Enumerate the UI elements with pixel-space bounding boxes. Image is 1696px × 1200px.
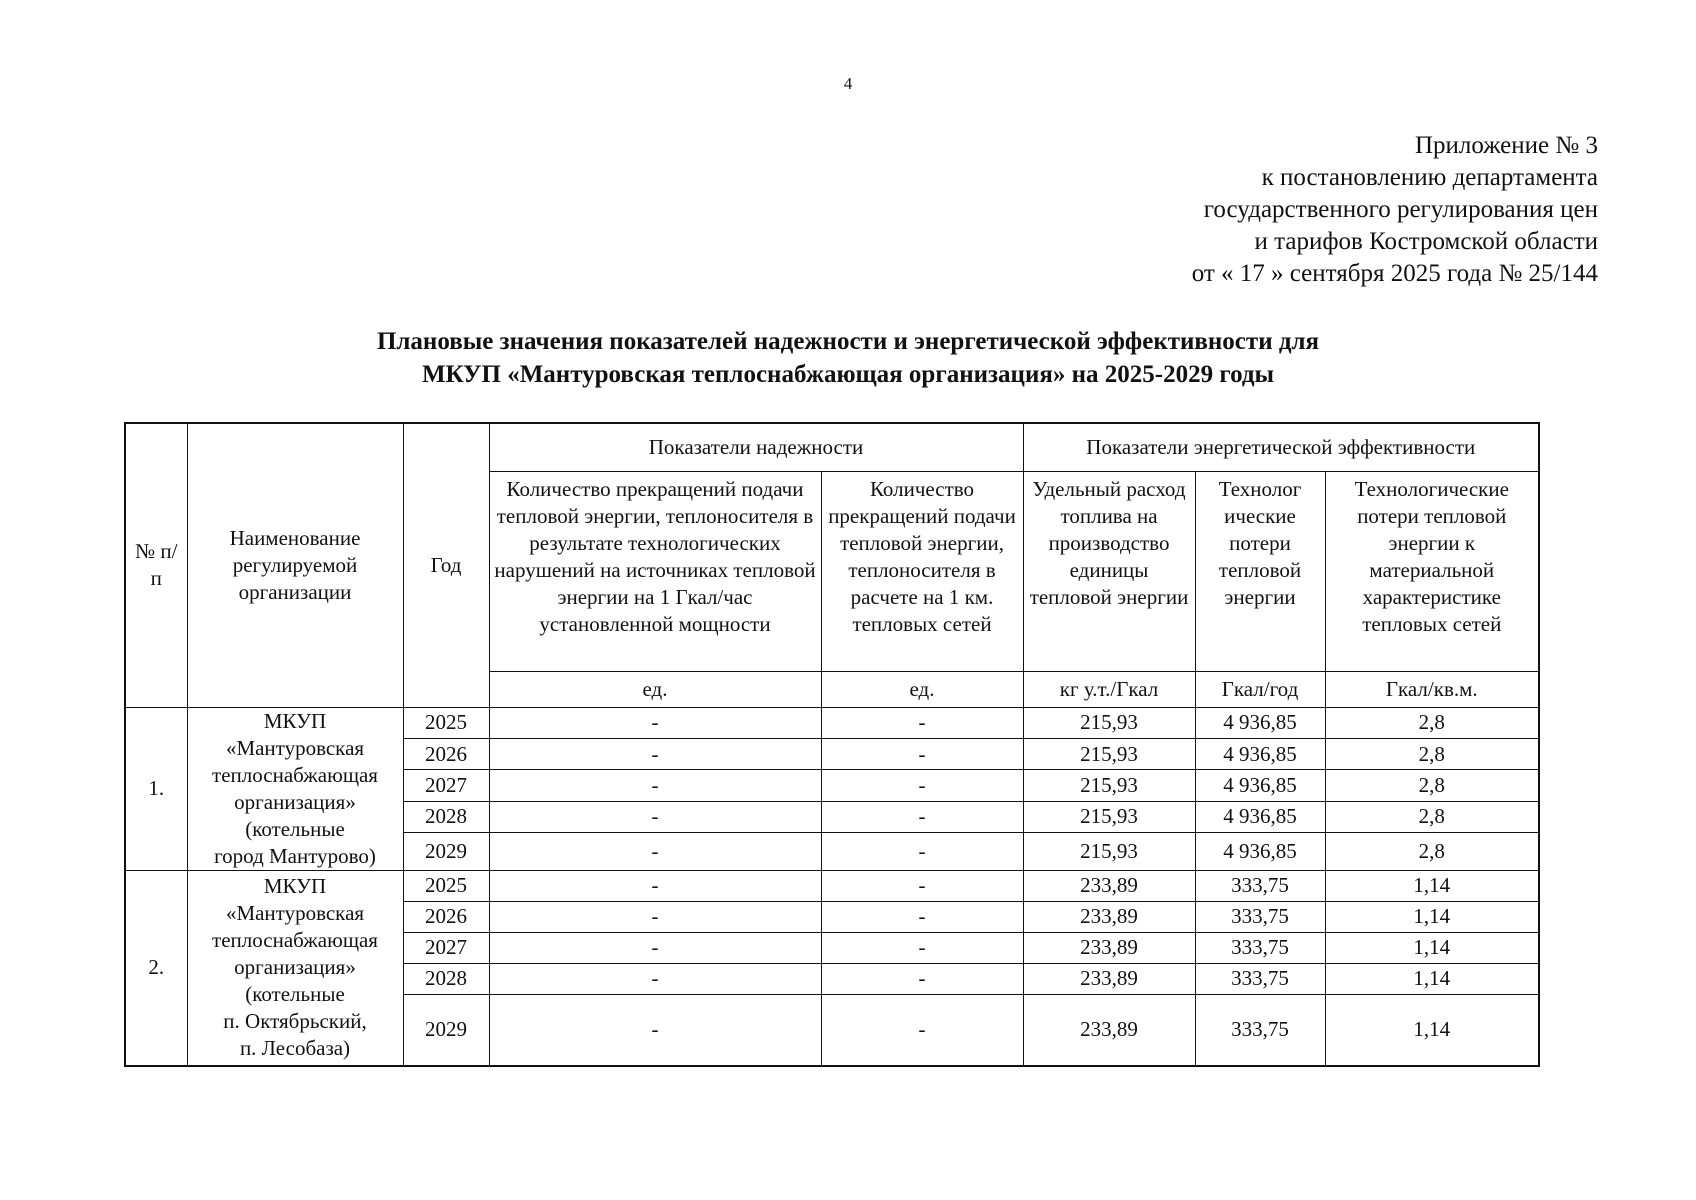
cell-year: 2027 (403, 770, 489, 801)
cell-c5: 1,14 (1325, 994, 1539, 1066)
cell-c3: 233,89 (1023, 994, 1195, 1066)
cell-c2: - (821, 932, 1023, 963)
group-num: 2. (125, 870, 187, 1066)
cell-c5: 2,8 (1325, 801, 1539, 832)
cell-c1: - (489, 833, 821, 871)
org-line: организация» (234, 789, 356, 814)
cell-c5: 1,14 (1325, 932, 1539, 963)
cell-c1: - (489, 901, 821, 932)
cell-c4: 4 936,85 (1195, 738, 1325, 769)
cell-c1: - (489, 932, 821, 963)
org-line: «Мантуровская (225, 901, 365, 925)
cell-c2: - (821, 833, 1023, 871)
cell-c4: 4 936,85 (1195, 833, 1325, 871)
org-line: МКУП (263, 708, 327, 733)
cell-c3: 215,93 (1023, 833, 1195, 871)
org-line: теплоснабжающая (212, 928, 378, 952)
appendix-line: от « 17 » сентября 2025 года № 25/144 (1191, 260, 1598, 287)
cell-c2: - (821, 963, 1023, 994)
cell-c3: 233,89 (1023, 901, 1195, 932)
header-group-reliability: Показатели надежности (489, 423, 1023, 471)
cell-c2: - (821, 870, 1023, 901)
org-line: МКУП (263, 874, 327, 898)
header-num: № п/п (125, 423, 187, 707)
cell-year: 2028 (403, 801, 489, 832)
header-col5: Технологические потери тепловой энергии к материальной характеристике тепловых сетей (1325, 471, 1539, 671)
cell-c4: 4 936,85 (1195, 770, 1325, 801)
appendix-block (1192, 130, 1598, 290)
cell-c5: 1,14 (1325, 963, 1539, 994)
org-line: теплоснабжающая (212, 762, 378, 787)
cell-c3: 215,93 (1023, 707, 1195, 738)
cell-c2: - (821, 738, 1023, 769)
cell-c3: 233,89 (1023, 963, 1195, 994)
cell-year: 2027 (403, 932, 489, 963)
org-line: организация» (234, 955, 356, 979)
cell-c4: 4 936,85 (1195, 707, 1325, 738)
cell-c4: 333,75 (1195, 932, 1325, 963)
unit-col2: ед. (821, 671, 1023, 707)
appendix-line: государственного регулирования цен (1203, 196, 1598, 223)
cell-c3: 215,93 (1023, 738, 1195, 769)
group-num: 1. (125, 707, 187, 870)
cell-c3: 233,89 (1023, 870, 1195, 901)
cell-c3: 215,93 (1023, 801, 1195, 832)
cell-c2: - (821, 901, 1023, 932)
appendix-line: Приложение № 3 (1414, 132, 1598, 159)
cell-year: 2029 (403, 994, 489, 1066)
cell-c4: 333,75 (1195, 901, 1325, 932)
cell-c5: 1,14 (1325, 901, 1539, 932)
cell-c2: - (821, 994, 1023, 1066)
header-org: Наименование регулируемой организации (187, 423, 403, 707)
cell-c4: 4 936,85 (1195, 801, 1325, 832)
header-col2: Количество прекращений подачи тепловой энергии, теплоносителя в расчете на 1 км. тепловых сетей (821, 471, 1023, 671)
cell-c5: 2,8 (1325, 770, 1539, 801)
org-line: город Мантурово) (214, 843, 376, 868)
unit-col4: Гкал/год (1195, 671, 1325, 707)
title-line-1: Плановые значения показателей надежности и энергетической эффективности для (376, 328, 1320, 355)
unit-col5: Гкал/кв.м. (1325, 671, 1539, 707)
cell-c1: - (489, 801, 821, 832)
org-line: п. Лесобаза) (239, 1036, 351, 1060)
cell-c5: 1,14 (1325, 870, 1539, 901)
unit-col3: кг у.т./Гкал (1023, 671, 1195, 707)
cell-c1: - (489, 738, 821, 769)
cell-c4: 333,75 (1195, 994, 1325, 1066)
header-col3: Удельный расход топлива на производство единицы тепловой энергии (1023, 471, 1195, 671)
title-line-2: МКУП «Мантуровская теплоснабжающая организация» на 2025-2029 годы (421, 361, 1275, 388)
cell-c1: - (489, 994, 821, 1066)
cell-c1: - (489, 707, 821, 738)
cell-c1: - (489, 963, 821, 994)
org-line: «Мантуровская (225, 735, 365, 760)
cell-c2: - (821, 801, 1023, 832)
cell-c4: 333,75 (1195, 870, 1325, 901)
cell-year: 2025 (403, 707, 489, 738)
cell-c2: - (821, 707, 1023, 738)
page-number: 4 (843, 74, 853, 93)
appendix-line: и тарифов Костромской области (1254, 228, 1598, 255)
appendix-line: к постановлению департамента (1261, 164, 1598, 191)
cell-year: 2028 (403, 963, 489, 994)
cell-year: 2026 (403, 738, 489, 769)
header-col1: Количество прекращений подачи тепловой энергии, теплоносителя в результате технологических нарушений на источниках тепловой энергии на 1 Гкал/час установленной мощности (489, 471, 821, 671)
cell-c5: 2,8 (1325, 833, 1539, 871)
unit-col1: ед. (489, 671, 821, 707)
cell-year: 2029 (403, 833, 489, 871)
document-title (0, 325, 1696, 391)
cell-c3: 215,93 (1023, 770, 1195, 801)
cell-c4: 333,75 (1195, 963, 1325, 994)
cell-c5: 2,8 (1325, 707, 1539, 738)
cell-c1: - (489, 870, 821, 901)
cell-year: 2026 (403, 901, 489, 932)
header-group-efficiency: Показатели энергетической эффективности (1023, 423, 1539, 471)
table-row (125, 870, 1539, 901)
cell-c2: - (821, 770, 1023, 801)
org-line: п. Октябрьский, (223, 1009, 367, 1033)
indicators-table (124, 422, 1540, 1067)
header-year: Год (403, 423, 489, 707)
cell-year: 2025 (403, 870, 489, 901)
cell-c5: 2,8 (1325, 738, 1539, 769)
table-row (125, 707, 1539, 738)
group-org (187, 707, 403, 870)
cell-c3: 233,89 (1023, 932, 1195, 963)
group-org (187, 870, 403, 1066)
header-col4: Технолог ические потери тепловой энергии (1195, 471, 1325, 671)
org-line: (котельные (245, 982, 345, 1006)
org-line: (котельные (245, 816, 345, 841)
cell-c1: - (489, 770, 821, 801)
